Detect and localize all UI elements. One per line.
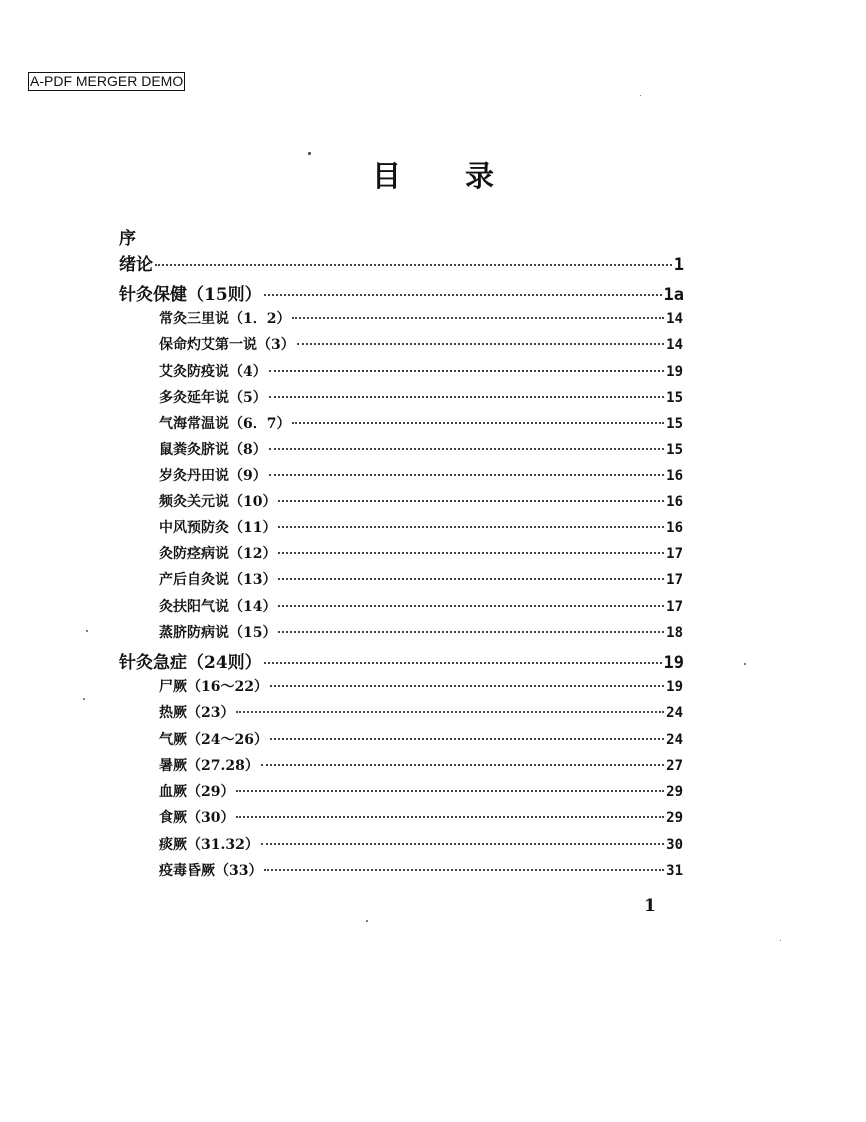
- toc-entry-page: 17: [666, 599, 683, 615]
- toc-preface-label: 序: [119, 229, 136, 249]
- scan-speck: [366, 920, 368, 922]
- toc-entry-page: 16: [666, 494, 683, 510]
- dot-leader: [155, 264, 672, 266]
- toc-entry-label: 痰厥（31.32）: [159, 837, 259, 853]
- dot-leader: [236, 816, 664, 818]
- toc-entry-label: 蒸脐防病说（15）: [159, 625, 277, 641]
- scan-speck: [744, 663, 746, 665]
- toc-entry: [159, 596, 683, 616]
- toc-entry-page: 31: [666, 863, 683, 879]
- toc-entry-label: 暑厥（27.28）: [159, 758, 259, 774]
- toc-entry: [159, 543, 683, 563]
- toc-entry-introduction: [119, 250, 684, 275]
- page-title-char-1: 目: [371, 159, 401, 193]
- toc-entry-page: 27: [666, 758, 683, 774]
- dot-leader: [236, 711, 664, 713]
- toc-entry-label: 灸扶阳气说（14）: [159, 599, 277, 615]
- toc-entry-label: 气海常温说（6．7）: [159, 416, 291, 432]
- dot-leader: [278, 631, 664, 633]
- dot-leader: [278, 526, 664, 528]
- dot-leader: [264, 294, 662, 296]
- dot-leader: [269, 474, 664, 476]
- toc-entry: [159, 517, 683, 537]
- toc-entry-page: 15: [666, 390, 683, 406]
- dot-leader: [264, 662, 662, 664]
- dot-leader: [236, 790, 664, 792]
- toc-entry: [159, 834, 683, 854]
- scan-speck: [780, 940, 781, 941]
- toc-entry: [159, 387, 683, 407]
- page-number: 1: [644, 896, 656, 916]
- dot-leader: [269, 396, 664, 398]
- toc-entry-label: 食厥（30）: [159, 810, 235, 826]
- toc-entry-page: 1: [673, 255, 684, 275]
- toc-entry: [159, 729, 683, 749]
- toc-entry: [159, 860, 683, 880]
- toc-entry-page: 1a: [663, 285, 684, 305]
- dot-leader: [278, 578, 664, 580]
- scan-speck: [640, 95, 641, 96]
- dot-leader: [269, 370, 664, 372]
- toc-entry: [159, 413, 683, 433]
- dot-leader: [269, 448, 664, 450]
- toc-entry-label: 鼠粪灸脐说（8）: [159, 442, 267, 458]
- toc-entry-label: 绪论: [119, 255, 153, 275]
- dot-leader: [278, 552, 664, 554]
- toc-entry-label: 疫毒昏厥（33）: [159, 863, 263, 879]
- toc-entry-label: 气厥（24～26）: [159, 732, 268, 748]
- toc-entry-page: 16: [666, 520, 683, 536]
- toc-entry: [159, 569, 683, 589]
- toc-entry-label: 频灸关元说（10）: [159, 494, 277, 510]
- dot-leader: [264, 869, 664, 871]
- dot-leader: [297, 343, 664, 345]
- toc-entry-label: 灸防痉病说（12）: [159, 546, 277, 562]
- toc-entry-page: 18: [666, 625, 683, 641]
- dot-leader: [278, 605, 664, 607]
- toc-entry-label: 热厥（23）: [159, 705, 235, 721]
- toc-entry-page: 16: [666, 468, 683, 484]
- toc-entry: [159, 676, 683, 696]
- toc-entry-label: 多灸延年说（5）: [159, 390, 267, 406]
- toc-entry: [159, 755, 683, 775]
- page-title-char-2: 录: [465, 159, 495, 193]
- dot-leader: [261, 843, 664, 845]
- toc-entry: [159, 465, 683, 485]
- toc-entry-label: 针灸保健（15则）: [119, 285, 262, 305]
- toc-entry: [159, 622, 683, 642]
- toc-entry-page: 24: [666, 732, 683, 748]
- dot-leader: [270, 738, 664, 740]
- dot-leader: [270, 685, 664, 687]
- toc-entry-label: 艾灸防疫说（4）: [159, 364, 267, 380]
- toc-entry: [159, 361, 683, 381]
- toc-entry-label: 尸厥（16～22）: [159, 679, 268, 695]
- dot-leader: [261, 764, 664, 766]
- toc-entry-page: 19: [663, 653, 684, 673]
- toc-entry: [159, 807, 683, 827]
- toc-entry-page: 19: [666, 679, 683, 695]
- toc-entry-label: 岁灸丹田说（9）: [159, 468, 267, 484]
- toc-entry: [159, 308, 683, 328]
- toc-entry-page: 24: [666, 705, 683, 721]
- scan-speck: [83, 698, 85, 700]
- scan-speck: [308, 152, 311, 155]
- toc-entry-page: 14: [666, 337, 683, 353]
- toc-entry-page: 15: [666, 416, 683, 432]
- toc-entry-page: 14: [666, 311, 683, 327]
- dot-leader: [292, 422, 664, 424]
- toc-entry-page: 29: [666, 784, 683, 800]
- toc-entry: [159, 702, 683, 722]
- toc-entry-label: 血厥（29）: [159, 784, 235, 800]
- toc-entry: [159, 439, 683, 459]
- scan-speck: [86, 630, 88, 632]
- toc-entry: [159, 491, 683, 511]
- toc-entry: [159, 781, 683, 801]
- toc-entry-page: 17: [666, 572, 683, 588]
- toc-entry-label: 常灸三里说（1．2）: [159, 311, 291, 327]
- demo-watermark-banner: A-PDF MERGER DEMO: [30, 73, 184, 89]
- toc-entry-label: 中风预防灸（11）: [159, 520, 277, 536]
- toc-entry-label: 针灸急症（24则）: [119, 653, 262, 673]
- toc-preface: [119, 224, 136, 249]
- toc-entry-page: 30: [666, 837, 683, 853]
- toc-entry-page: 15: [666, 442, 683, 458]
- toc-entry-page: 29: [666, 810, 683, 826]
- toc-entry: [159, 334, 683, 354]
- toc-entry-page: 17: [666, 546, 683, 562]
- toc-entry-label: 保命灼艾第一说（3）: [159, 337, 295, 353]
- toc-entry-label: 产后自灸说（13）: [159, 572, 277, 588]
- toc-entry-page: 19: [666, 364, 683, 380]
- toc-section-emergencies: [119, 648, 684, 673]
- toc-section-health-care: [119, 280, 684, 305]
- dot-leader: [292, 317, 664, 319]
- dot-leader: [278, 500, 664, 502]
